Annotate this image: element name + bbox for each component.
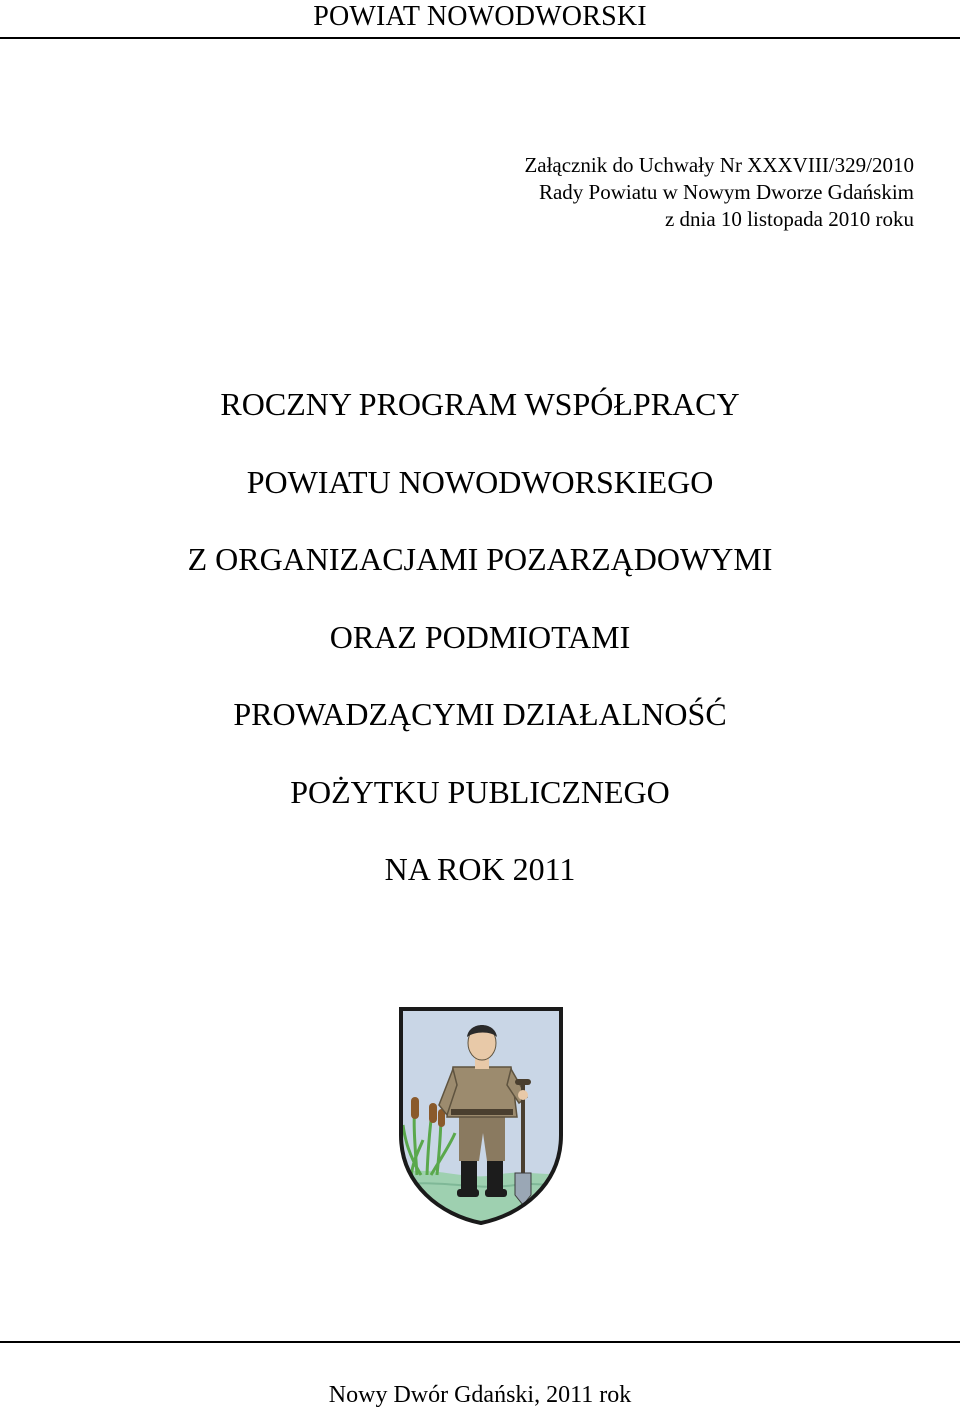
- annex-line-council: Rady Powiatu w Nowym Dworze Gdańskim: [538, 180, 914, 204]
- footer-place-date: Nowy Dwór Gdański, 2011 rok: [328, 1382, 632, 1408]
- program-title: [0, 384, 960, 927]
- coat-of-arms-icon: [395, 1005, 567, 1227]
- header-divider: [0, 37, 960, 39]
- title-line-3: Z ORGANIZACJAMI POZARZĄDOWYMI: [187, 541, 773, 577]
- annex-line-resolution: Załącznik do Uchwały Nr XXXVIII/329/2010: [524, 153, 914, 177]
- annex-reference: [524, 152, 914, 233]
- title-line-6: POŻYTKU PUBLICZNEGO: [290, 773, 670, 810]
- annex-line-date: z dnia 10 listopada 2010 roku: [664, 207, 914, 231]
- title-line-4: ORAZ PODMIOTAMI: [329, 618, 631, 655]
- footer-divider: [0, 1341, 960, 1343]
- title-line-7: NA ROK 2011: [384, 851, 576, 887]
- document-header-title: POWIAT NOWODWORSKI: [313, 1, 647, 32]
- title-line-2: POWIATU NOWODWORSKIEGO: [246, 463, 714, 500]
- title-line-5: PROWADZĄCYMI DZIAŁALNOŚĆ: [233, 696, 727, 732]
- title-line-1: ROCZNY PROGRAM WSPÓŁPRACY: [220, 386, 740, 422]
